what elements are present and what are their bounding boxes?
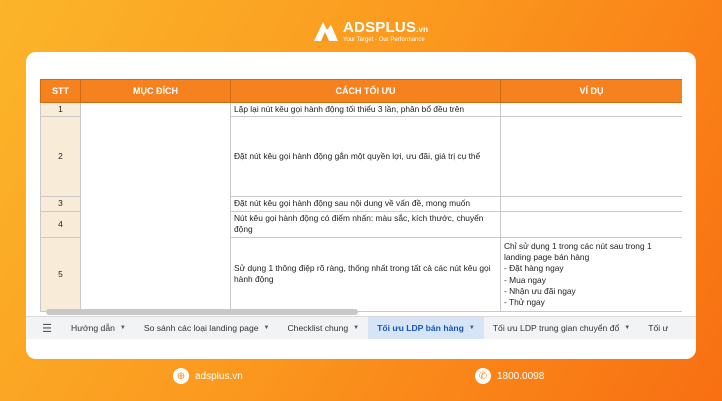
brand-name: ADSPLUS.vn — [343, 18, 429, 36]
header-example[interactable]: VÍ DỤ — [501, 80, 683, 103]
sheet-tab-checklist[interactable]: Checklist chung ▼ — [287, 323, 360, 333]
chevron-down-icon: ▼ — [353, 325, 360, 331]
cell-example[interactable] — [501, 117, 683, 197]
sheet-tab-huong-dan[interactable]: Hướng dẫn ▼ — [71, 323, 126, 333]
example-item: - Mua ngay — [504, 274, 546, 285]
cell-example[interactable] — [501, 197, 683, 211]
checklist-table — [40, 79, 682, 312]
chevron-down-icon: ▼ — [119, 325, 126, 331]
cell-stt[interactable]: 2 — [41, 117, 81, 197]
footer-phone[interactable] — [475, 368, 544, 384]
cell-method[interactable]: Nút kêu gọi hành động có điểm nhấn: màu sắc, kích thước, chuyển động — [231, 211, 501, 237]
adsplus-logo — [312, 17, 428, 45]
cell-purpose[interactable] — [81, 103, 231, 312]
chevron-down-icon: ▼ — [468, 325, 475, 331]
cell-example[interactable] — [501, 211, 683, 237]
sheet-tab-toi-uu-ldp-ban-hang[interactable]: Tối ưu LDP bán hàng ▼ — [368, 317, 484, 339]
cell-stt[interactable]: 5 — [41, 237, 81, 311]
header-row — [41, 80, 683, 103]
example-item: - Nhận ưu đãi ngay — [504, 286, 576, 297]
example-intro: Chỉ sử dụng 1 trong các nút sau trong 1 landing page bán hàng — [504, 240, 652, 263]
example-item: - Đặt hàng ngay — [504, 263, 564, 274]
brand-tagline: Your Target - Our Performance — [343, 36, 425, 43]
table-row — [41, 103, 683, 117]
phone-icon: ✆ — [475, 368, 491, 384]
cell-stt[interactable]: 1 — [41, 103, 81, 117]
chevron-down-icon: ▼ — [263, 325, 270, 331]
spreadsheet-card — [26, 52, 696, 359]
example-item: - Thử ngay — [504, 297, 545, 308]
horizontal-scrollbar[interactable] — [46, 309, 358, 315]
cell-method[interactable]: Đặt nút kêu gọi hành động gắn một quyền lợi, ưu đãi, giá trị cụ thể — [231, 117, 501, 197]
sheet-tab-so-sanh[interactable]: So sánh các loại landing page ▼ — [143, 323, 270, 333]
website-text: adsplus.vn — [195, 370, 243, 382]
globe-icon: ⊕ — [173, 368, 189, 384]
cell-example[interactable] — [501, 237, 683, 311]
cell-method[interactable]: Sử dụng 1 thông điệp rõ ràng, thống nhất trong tất cả các nút kêu gọi hành động — [231, 237, 501, 311]
cell-method[interactable]: Đặt nút kêu gọi hành động sau nội dung về vấn đề, mong muốn — [231, 197, 501, 211]
cell-stt[interactable]: 4 — [41, 211, 81, 237]
phone-text: 1800.0098 — [497, 370, 545, 382]
header-method[interactable]: CÁCH TỐI ƯU — [231, 80, 501, 103]
sheet-tab-toi-u[interactable]: Tối ư — [648, 323, 669, 333]
header-purpose[interactable]: MỤC ĐÍCH — [81, 80, 231, 103]
header-stt[interactable]: STT — [41, 80, 81, 103]
chevron-down-icon: ▼ — [624, 325, 631, 331]
cell-example[interactable] — [501, 103, 683, 117]
all-sheets-menu-icon[interactable]: ☰ — [42, 322, 52, 335]
cell-method[interactable]: Lặp lại nút kêu gọi hành động tối thiểu 3 lần, phân bổ đều trên — [231, 103, 501, 117]
footer-website[interactable] — [173, 368, 243, 384]
sheet-tab-toi-uu-ldp-trung-gian[interactable]: Tối ưu LDP trung gian chuyển đổ ▼ — [492, 323, 631, 333]
logo-mark-icon — [312, 19, 340, 43]
sheet-tab-bar — [26, 316, 696, 339]
cell-stt[interactable]: 3 — [41, 197, 81, 211]
